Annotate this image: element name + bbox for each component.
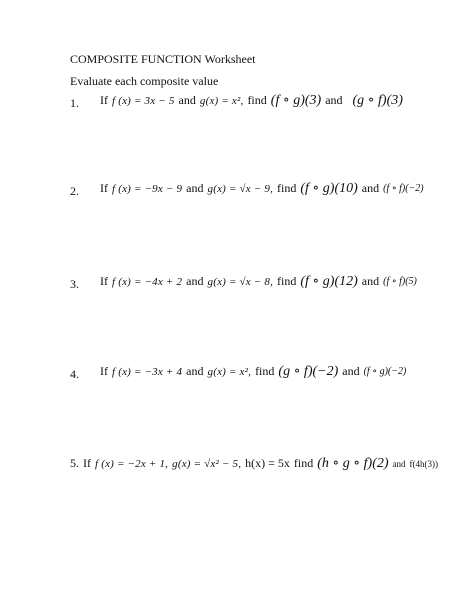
composite-query-2: (f ∘ f)(−2) — [383, 183, 424, 194]
composite-query-2: f(4h(3)) — [409, 458, 439, 469]
g-definition: g(x) = √x − 9, — [207, 182, 274, 195]
and-word-2: and — [361, 274, 380, 288]
problem-statement — [100, 180, 424, 197]
and-word-2: and — [392, 458, 406, 469]
and-word-2: and — [361, 181, 380, 195]
and-word: and — [186, 181, 204, 195]
find-word: find — [277, 274, 297, 288]
f-definition: f (x) = −3x + 4 — [112, 365, 183, 378]
f-definition: f (x) = −2x + 1, — [95, 457, 169, 470]
if-word: If — [100, 364, 108, 378]
composite-query-1: (g ∘ f)(−2) — [278, 364, 339, 379]
composite-query-2: (f ∘ g)(−2) — [363, 366, 407, 377]
problem-statement — [70, 455, 438, 472]
find-word: find — [247, 93, 267, 107]
and-word: and — [186, 364, 204, 378]
g-definition: g(x) = √x² − 5, — [172, 457, 242, 470]
problem-statement — [100, 363, 406, 380]
problem-statement — [100, 273, 417, 290]
f-definition: f (x) = −4x + 2 — [112, 275, 183, 288]
g-definition: g(x) = x², — [207, 365, 252, 378]
h-definition: h(x) = 5x — [245, 456, 290, 470]
find-word: find — [277, 181, 297, 195]
problem-statement — [100, 92, 403, 109]
if-word: If — [100, 274, 108, 288]
problem-3 — [0, 273, 474, 297]
problem-1 — [0, 92, 474, 116]
composite-query-2: (g ∘ f)(3) — [352, 93, 403, 108]
f-definition: f (x) = 3x − 5 — [112, 94, 175, 107]
if-word: If — [100, 181, 108, 195]
problem-number: 3. — [70, 277, 79, 291]
g-definition: g(x) = √x − 8, — [207, 275, 274, 288]
and-word-2: and — [342, 364, 360, 378]
and-word: and — [178, 93, 196, 107]
problem-number: 5. — [70, 456, 79, 470]
problem-2 — [0, 180, 474, 204]
worksheet-title: COMPOSITE FUNCTION Worksheet — [70, 52, 256, 66]
composite-query-1: (f ∘ g)(3) — [270, 93, 322, 108]
if-word: If — [100, 93, 108, 107]
problem-4 — [0, 363, 474, 387]
composite-query-1: (f ∘ g)(12) — [300, 274, 358, 289]
problem-number: 4. — [70, 367, 79, 381]
worksheet-instructions: Evaluate each composite value — [70, 74, 219, 88]
and-word: and — [186, 274, 204, 288]
if-word: If — [83, 456, 91, 470]
problem-number: 1. — [70, 96, 79, 110]
and-word-2: and — [325, 93, 343, 107]
composite-query-1: (f ∘ g)(10) — [300, 181, 358, 196]
find-word: find — [293, 456, 314, 470]
composite-query-2: (f ∘ f)(5) — [383, 276, 417, 287]
find-word: find — [255, 364, 275, 378]
g-definition: g(x) = x², — [199, 94, 244, 107]
f-definition: f (x) = −9x − 9 — [112, 182, 183, 195]
composite-query-1: (h ∘ g ∘ f)(2) — [317, 456, 389, 471]
problem-5 — [0, 455, 474, 479]
problem-number: 2. — [70, 184, 79, 198]
